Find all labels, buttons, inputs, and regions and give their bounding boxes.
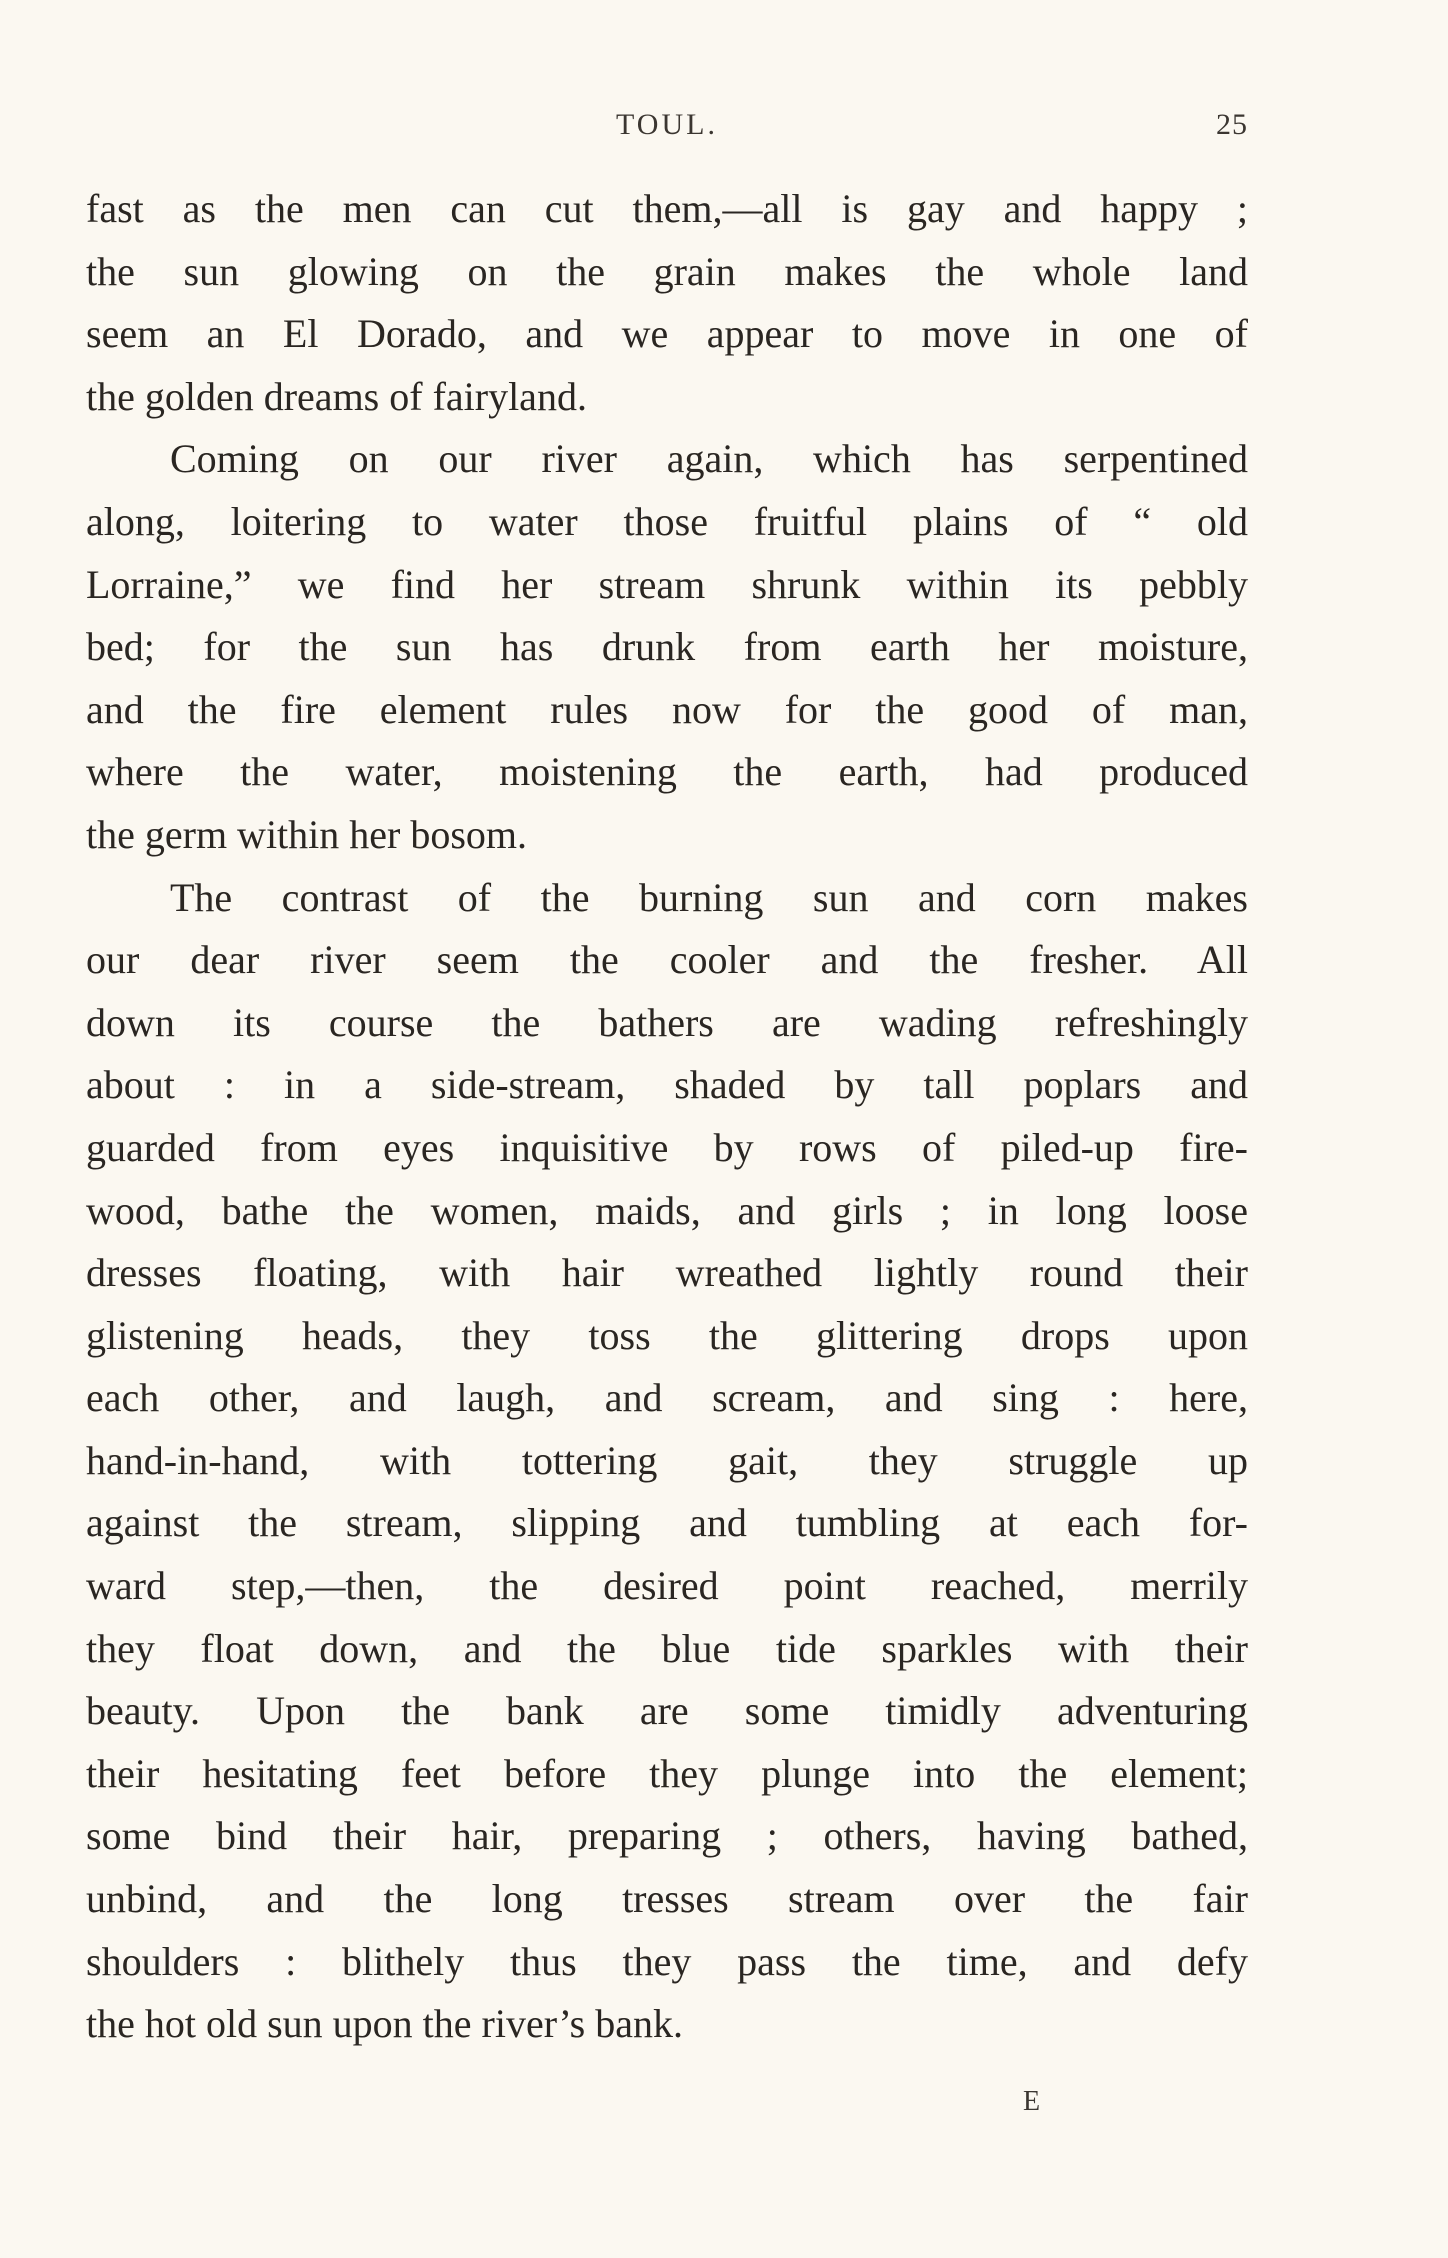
text-line: their hesitating feet before they plunge into the element;: [86, 1750, 1248, 1796]
signature-mark: E: [1022, 2086, 1042, 2117]
text-line: and the fire element rules now for the good of man,: [86, 686, 1248, 732]
text-line: the sun glowing on the grain makes the whole land: [86, 248, 1248, 294]
text-line: beauty. Upon the bank are some timidly adventuring: [86, 1688, 1248, 1734]
text-line: glistening heads, they toss the glittering drops upon: [86, 1312, 1248, 1358]
text-line: guarded from eyes inquisitive by rows of piled-up fire-: [86, 1124, 1248, 1170]
text-line: shoulders : blithely thus they pass the time, and defy: [86, 1938, 1248, 1984]
text-line: the hot old sun upon the river’s bank.: [86, 2001, 683, 2047]
text-line: Coming on our river again, which has serpentined: [170, 436, 1248, 482]
text-line: each other, and laugh, and scream, and sing : here,: [86, 1375, 1248, 1421]
text-line: the golden dreams of fairyland.: [86, 373, 587, 419]
text-line: ward step,—then, the desired point reached, merrily: [86, 1563, 1248, 1609]
running-head: [86, 108, 1248, 148]
text-line: The contrast of the burning sun and corn makes: [170, 874, 1248, 920]
text-line: they float down, and the blue tide sparkles with their: [86, 1625, 1248, 1671]
text-line: fast as the men can cut them,—all is gay and happy ;: [86, 186, 1248, 231]
text-line: dresses floating, with hair wreathed lightly round their: [86, 1250, 1248, 1296]
text-line: hand-in-hand, with tottering gait, they struggle up: [86, 1437, 1248, 1483]
page-number: 25: [1216, 108, 1248, 141]
text-line: seem an El Dorado, and we appear to move in one of: [86, 311, 1248, 357]
text-line: unbind, and the long tresses stream over the fair: [86, 1876, 1248, 1922]
running-head-title: TOUL.: [616, 108, 718, 141]
text-line: about : in a side-stream, shaded by tall poplars and: [86, 1062, 1248, 1108]
text-line: Lorraine,” we find her stream shrunk within its pebbly: [86, 561, 1248, 607]
body-text: [86, 178, 1248, 2056]
text-line: along, loitering to water those fruitful plains of “ old: [86, 498, 1248, 544]
text-line: down its course the bathers are wading refreshingly: [86, 999, 1248, 1045]
text-line: wood, bathe the women, maids, and girls ; in long loose: [86, 1187, 1248, 1233]
text-line: bed; for the sun has drunk from earth her moisture,: [86, 624, 1248, 670]
text-line: some bind their hair, preparing ; others, having bathed,: [86, 1813, 1248, 1859]
text-line: the germ within her bosom.: [86, 811, 528, 857]
text-line: where the water, moistening the earth, had produced: [86, 749, 1248, 795]
text-line: against the stream, slipping and tumbling at each for-: [86, 1500, 1248, 1546]
text-line: our dear river seem the cooler and the fresher. All: [86, 937, 1248, 983]
